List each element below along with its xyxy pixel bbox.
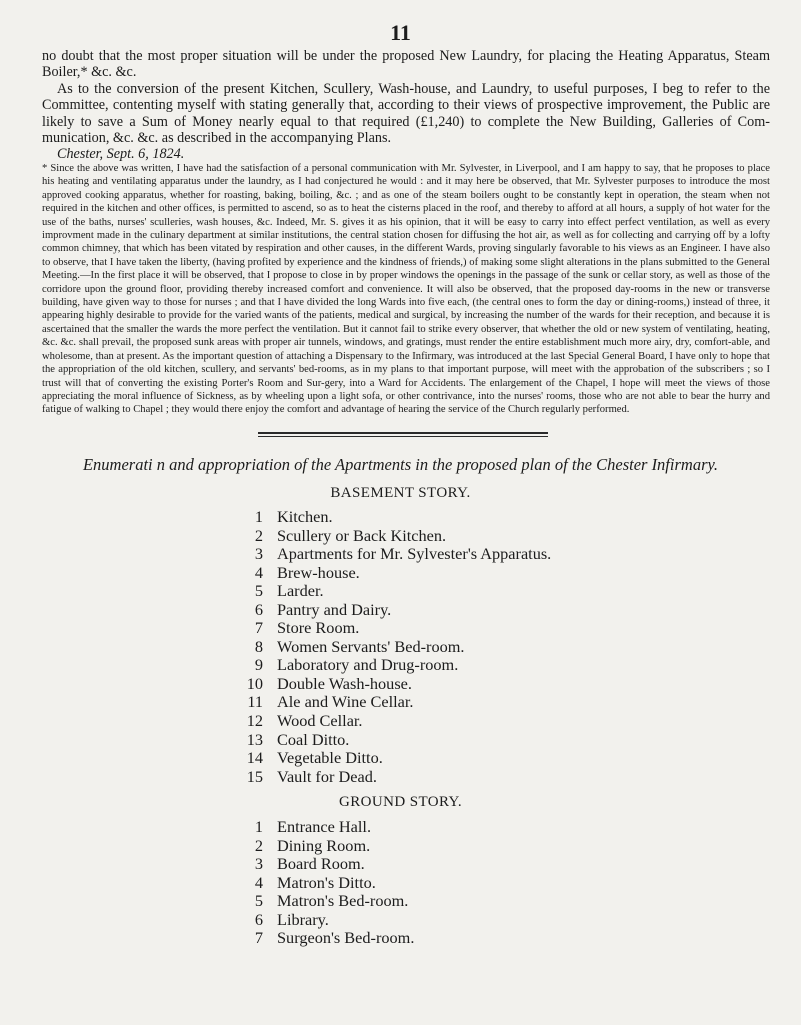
item-number: 7 <box>254 618 263 638</box>
item-label: Kitchen. <box>277 507 333 526</box>
list-item <box>237 545 551 564</box>
item-label: Vegetable Ditto. <box>277 748 383 768</box>
item-label: Board Room. <box>277 854 365 874</box>
item-label: Ale and Wine Cellar. <box>277 692 414 712</box>
list-item <box>237 582 551 601</box>
item-number: 13 <box>246 729 263 749</box>
item-label: Laboratory and Drug-room. <box>277 655 459 675</box>
list-item <box>237 527 551 546</box>
item-label: Larder. <box>277 581 324 601</box>
item-label: Matron's Ditto. <box>277 872 376 892</box>
signoff-date: Chester, Sept. 6, 1824. <box>57 146 185 163</box>
list-item <box>237 731 551 750</box>
basement-list <box>237 508 551 786</box>
item-label: Surgeon's Bed-room. <box>277 928 415 948</box>
list-item <box>237 837 414 856</box>
list-item <box>237 564 551 583</box>
item-label: Apartments for Mr. Sylvester's Apparatus. <box>277 544 552 564</box>
list-item <box>237 508 551 527</box>
item-number: 4 <box>254 872 263 892</box>
item-number: 8 <box>254 636 263 656</box>
item-number: 2 <box>254 525 263 545</box>
list-item <box>237 749 551 768</box>
list-item <box>237 656 551 675</box>
section-title: Enumerati n and appropriation of the Apartments in the proposed plan of the Chester Infirmary. <box>82 455 719 474</box>
main-text <box>42 48 770 163</box>
item-label: Vault for Dead. <box>277 766 377 786</box>
footnote: * Since the above was written, I have had the satisfaction of a personal communication with Mr. Sylvester, in Liverpool, and I am happy to say, that he proposes to place his heating and ventilating apparatus under the laundry, as I had conjectured he would : and it may here be observed, that Mr. Sylvester purposes to introduce the most approved cooking apparatus, whether for roasting, baking, boiling, &c. ; and as one of the steam boilers ought to be constantly kept in operation, the steam when not required in the kitchen and other offices, is permitted to ascend, so as to heat the cisterns placed in the roof, and thereby to afford at all hours, a supply of hot water for the use of the baths, nurses' sculleries, wash houses, &c. Indeed, Mr. S. gives it as his opinion, that it will be easy to carry into effect perfect ventilation, as well as every improvment made in the culinary department at similar institutions, the central station chosen for diffusing the hot air, as well as for collecting and carrying off by a lofty common chimney, that which has been vitated by respiration and other causes, in the different Wards, proving singularly favorable to his views as an Engineer. I have also to observe, that I have taken the liberty, (having profited by experience and the kindness of friends,) of making some slight alterations in the plans submitted to the General Meeting.—In the first place it will be observed, that I propose to close in by proper windows the openings in the passage of the sunk or cellar story, as well as those of the corridore upon the ground floor, providing thereby increased comfort and convenience. It will also be observed, that the proposed day-rooms in the new or transverse building, have given way to those for nurses ; and that I have divided the long Wards into five each, (the central ones to form the day or dining-rooms,) instead of three, it appearing highly desirable to provide for the varied wants of the patients, medical and surgical, by increasing the number of the wards for their reception, and because it is ascertained that the smaller the wards the more perfect the ventilation. But it cannot fail to strike every observer, that whether the old or new system of ventilating, heating, &c. &c. shall prevail, the proposed sunk areas with proper air tunnels, windows, and gratings, must render the entire establishment much more airy, dry, comfort-able, and wholesome, than at present. As the important question of attaching a Dispensary to the Infirmary, was introduced at the last Special General Board, I have only to hope that the appropriation of the old kitchen, scullery, and servants' bed-rooms, as in my plans to that important purpose, will meet with the approbation of the subscribers ; so I trust will that of converting the existing Porter's Room and Sur-gery, into a Ward for Accidents. The enlargement of the Chapel, I hope will meet the views of those appreciating the moral influence of Sickness, as by wheeling upon a light sofa, or other contrivance, into the nurses' rooms, those who are not able to bear the hurry and fatigue of walking to Chapel ; they would there enjoy the comfort and advantage of hearing the service of the Church regularly performed. <box>42 163 770 416</box>
item-number: 11 <box>247 692 263 712</box>
item-number: 5 <box>254 891 263 911</box>
list-item <box>237 892 414 911</box>
item-number: 1 <box>254 507 263 526</box>
item-label: Entrance Hall. <box>277 817 372 836</box>
item-number: 2 <box>254 835 263 855</box>
list-item <box>237 874 414 893</box>
divider-thick-line <box>258 432 548 434</box>
item-number: 1 <box>254 817 263 836</box>
list-item <box>237 693 551 712</box>
item-number: 6 <box>254 599 263 619</box>
list-item <box>237 638 551 657</box>
item-number: 5 <box>254 581 263 601</box>
item-label: Women Servants' Bed-room. <box>277 636 465 656</box>
item-label: Pantry and Dairy. <box>277 599 392 619</box>
list-item <box>237 929 414 948</box>
list-item <box>237 675 551 694</box>
page-number: 11 <box>390 20 411 45</box>
item-number: 7 <box>254 928 263 948</box>
divider-thin-line <box>258 436 548 437</box>
ground-list <box>237 818 414 948</box>
list-item <box>237 712 551 731</box>
list-item <box>237 601 551 620</box>
item-label: Dining Room. <box>277 835 371 855</box>
list-item <box>237 855 414 874</box>
item-number: 6 <box>254 909 263 929</box>
basement-story-title: BASEMENT STORY. <box>330 485 471 501</box>
item-label: Scullery or Back Kitchen. <box>277 525 447 545</box>
list-item <box>237 768 551 787</box>
paragraph-2: As to the conversion of the present Kitchen, Scullery, Wash-house, and Laundry, to useful purposes, I beg to refer to the Committee, contenting myself with stating generally that, according to their views of prospective improvement, the Public are likely to save a Sum of Money nearly equal to that required (£1,240) to complete the New Building, Galleries of Com-munication, &c. &c. as described in the accompanying Plans. <box>42 80 770 147</box>
ground-story-title: GROUND STORY. <box>338 794 462 810</box>
list-item <box>237 619 551 638</box>
item-number: 3 <box>254 544 263 564</box>
paragraph-1: no doubt that the most proper situation will be under the proposed New Laundry, for placing the Heating Apparatus, Steam Boiler,* &c. &c. <box>42 48 770 81</box>
item-label: Double Wash-house. <box>277 673 412 693</box>
list-item <box>237 911 414 930</box>
item-label: Coal Ditto. <box>277 729 350 749</box>
item-number: 9 <box>254 655 263 675</box>
item-number: 12 <box>246 711 263 731</box>
item-number: 15 <box>246 766 263 786</box>
item-label: Store Room. <box>277 618 360 638</box>
item-label: Library. <box>277 909 329 929</box>
item-number: 14 <box>246 748 263 768</box>
item-number: 10 <box>246 673 263 693</box>
section-divider <box>258 432 548 437</box>
item-number: 4 <box>254 562 263 582</box>
item-label: Matron's Bed-room. <box>277 891 409 911</box>
list-item <box>237 818 414 837</box>
item-number: 3 <box>254 854 263 874</box>
item-label: Brew-house. <box>277 562 360 582</box>
item-label: Wood Cellar. <box>277 711 363 731</box>
